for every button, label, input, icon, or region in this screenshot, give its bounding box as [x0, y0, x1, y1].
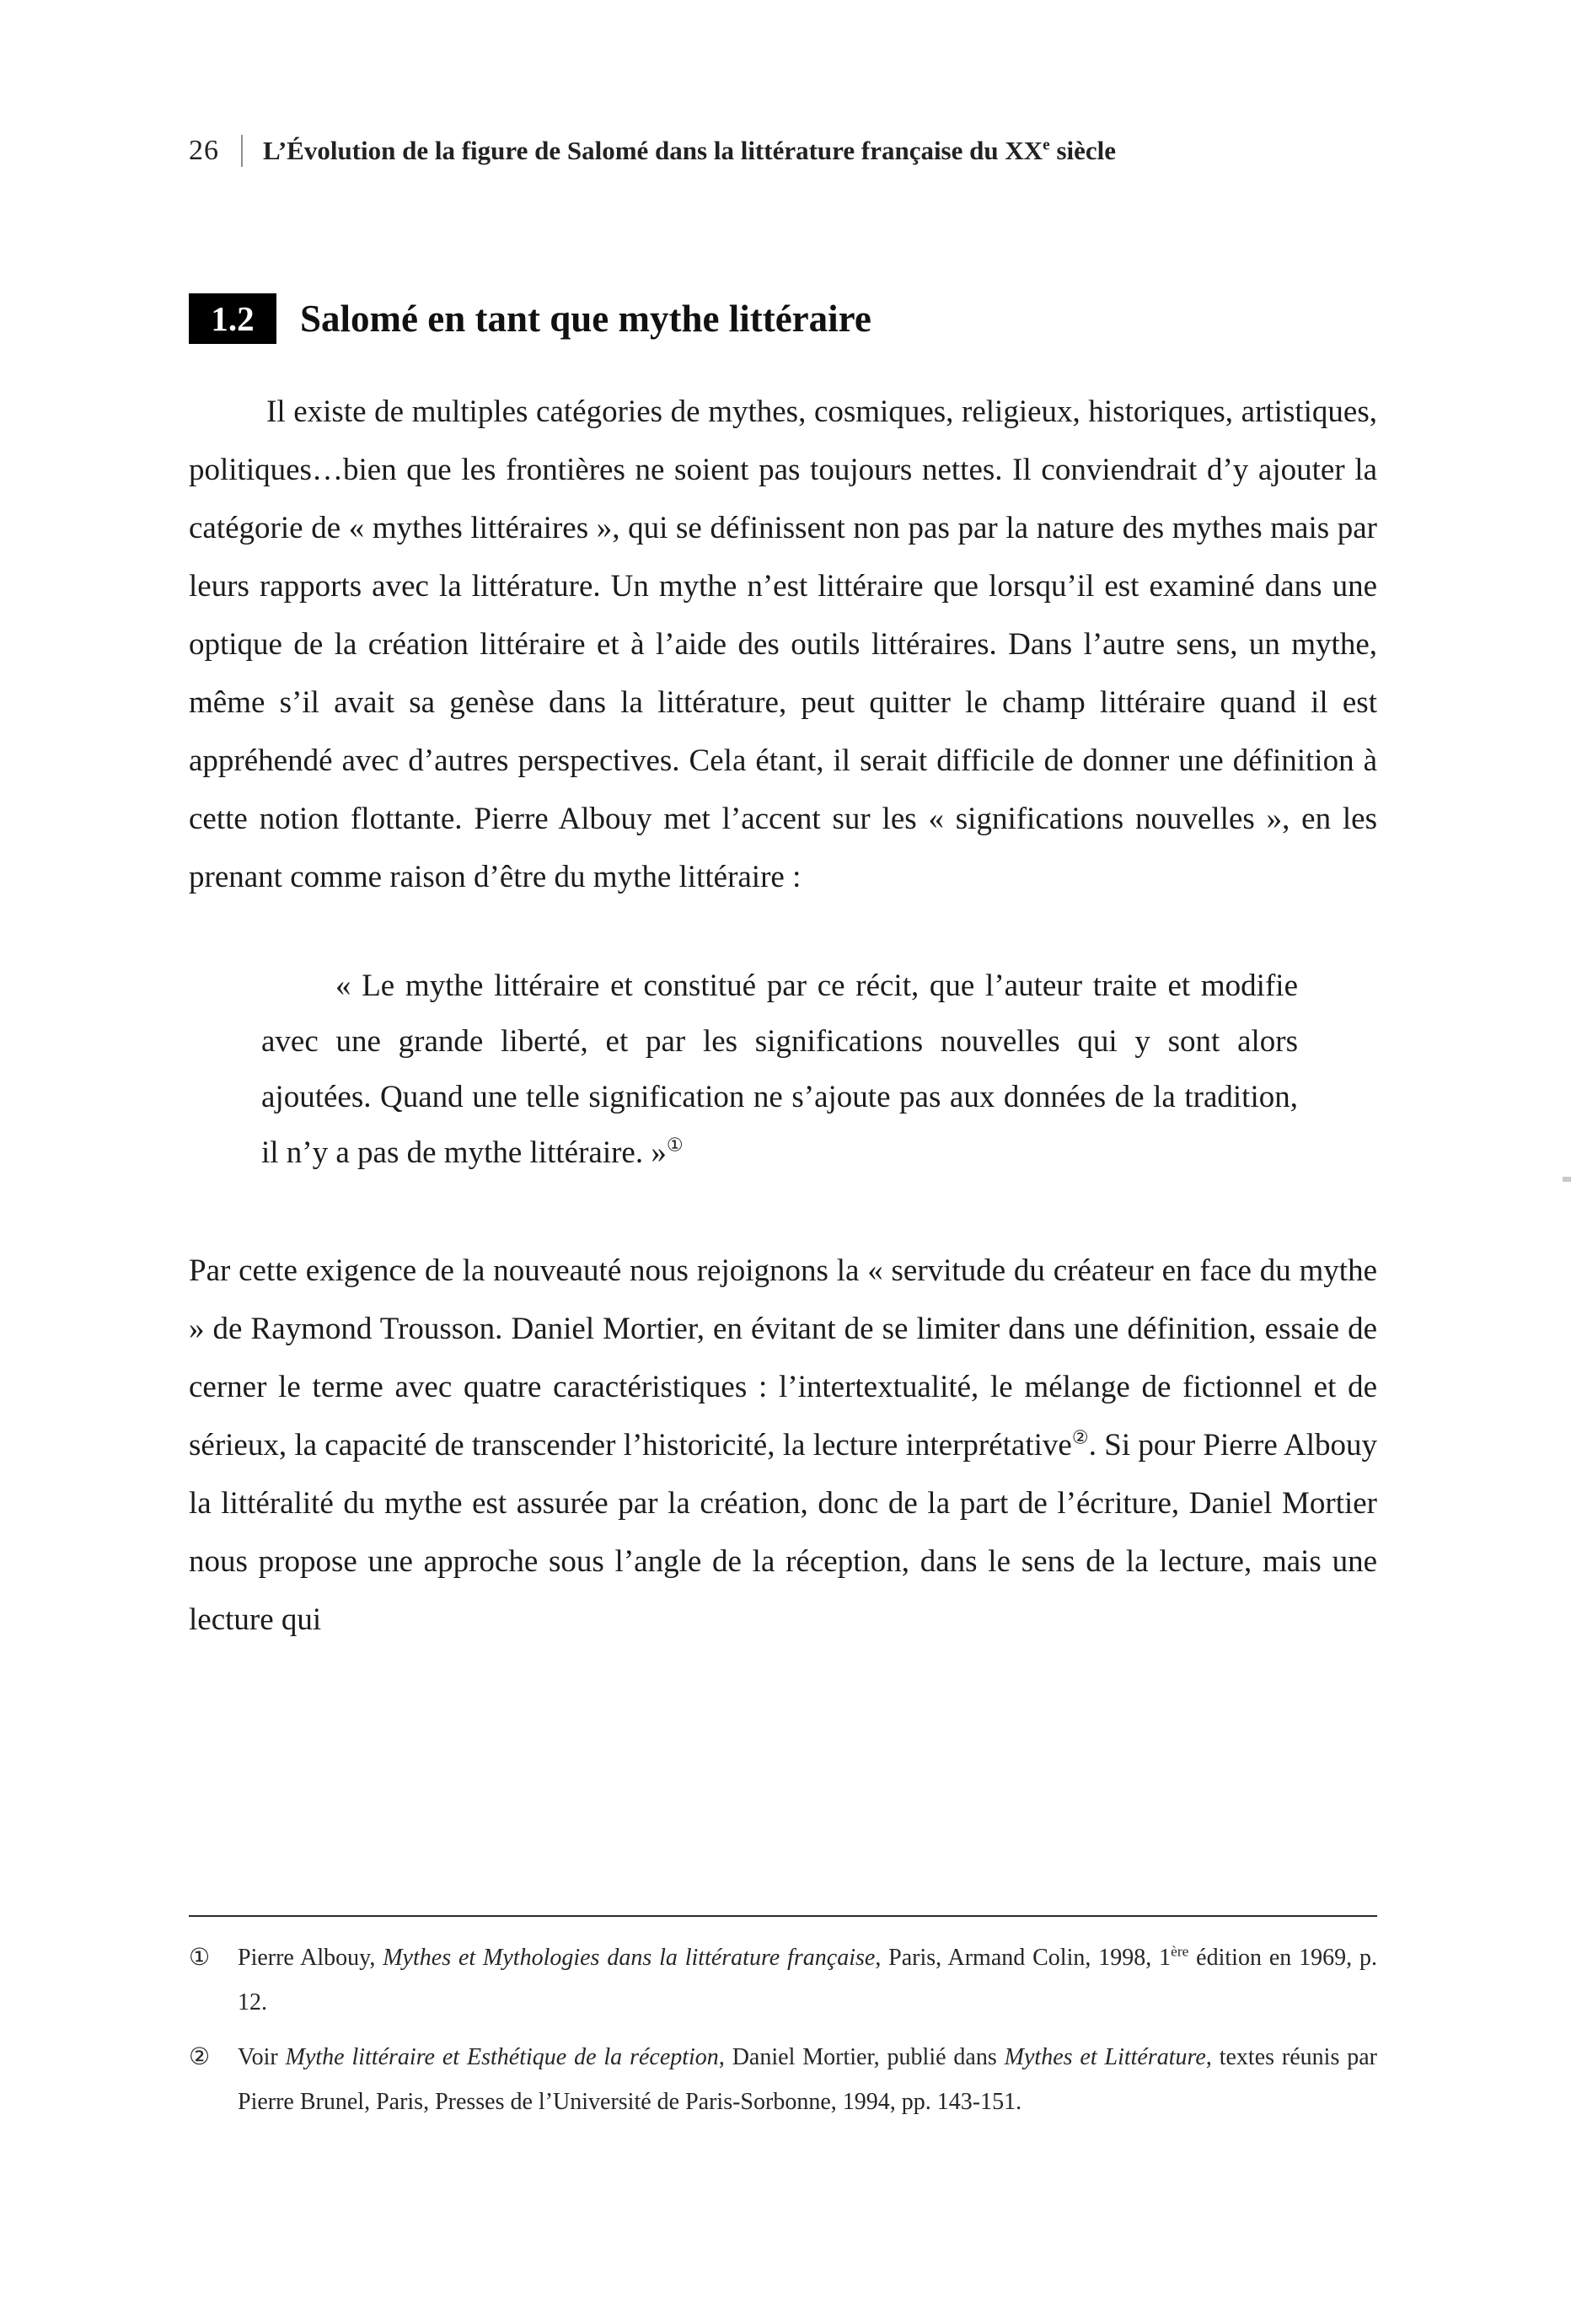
footnote-1-marker: ①	[189, 1945, 211, 1971]
block-quote: « Le mythe littéraire et constitué par ce récit, que l’auteur traite et modifie avec une grande liberté, et par les significations nouvelles qui y sont alors ajoutées. Quand une telle signification ne s’ajoute pas aux données de la tradition, il n’y a pas de mythe littéraire. »①	[261, 969, 1298, 1170]
page-number: 26	[189, 135, 219, 166]
footnote-2-marker: ②	[189, 2044, 211, 2070]
footnote-2	[189, 2035, 1377, 2124]
page-header	[189, 135, 1377, 167]
section-number-badge: 1.2	[189, 293, 276, 344]
footnote-1-text: Pierre Albouy, Mythes et Mythologies dans la littérature française, Paris, Armand Colin, 1998, 1ère édition en 1969, p. 12.	[238, 1943, 1377, 2015]
footnote-2-text: Voir Mythe littéraire et Esthétique de la réception, Daniel Mortier, publié dans Mythes et Littérature, textes réunis par Pierre Brunel, Paris, Presses de l’Université de Paris-Sorbonne, 1994, pp. 143-151.	[238, 2044, 1377, 2115]
paragraph-1: Il existe de multiples catégories de mythes, cosmiques, religieux, historiques, artistiques, politiques…bien que les frontières ne soient pas toujours nettes. Il conviendrait d’y ajouter la catégorie de « mythes littéraires », qui se définissent non pas par la nature des mythes mais par leurs rapports avec la littérature. Un mythe n’est littéraire que lorsqu’il est examiné dans une optique de la création littéraire et à l’aide des outils littéraires. Dans l’autre sens, un mythe, même s’il avait sa genèse dans la littérature, peut quitter le champ littéraire quand il est appréhendé avec d’autres perspectives. Cela étant, il serait difficile de donner une définition à cette notion flottante. Pierre Albouy met l’accent sur les « significations nouvelles », en les prenant comme raison d’être du mythe littéraire :	[189, 394, 1377, 894]
footnote-1	[189, 1935, 1377, 2025]
header-divider	[241, 135, 243, 167]
scan-artifact	[1563, 1177, 1571, 1182]
running-title: L’Évolution de la figure de Salomé dans la littérature française du XXe siècle	[263, 136, 1117, 165]
footnote-separator	[189, 1915, 1377, 1917]
section-title: Salomé en tant que mythe littéraire	[300, 298, 871, 340]
paragraph-2: Par cette exigence de la nouveauté nous rejoignons la « servitude du créateur en face du mythe » de Raymond Trousson. Daniel Mortier, en évitant de se limiter dans une définition, essaie de cerner le terme avec quatre caractéristiques : l’intertextualité, le mélange de fictionnel et de sérieux, la capacité de transcender l’historicité, la lecture interprétative②. Si pour Pierre Albouy la littéralité du mythe est assurée par la création, donc de la part de l’écriture, Daniel Mortier nous propose une approche sous l’angle de la réception, dans le sens de la lecture, mais une lecture qui	[189, 1253, 1377, 1637]
section-heading	[189, 293, 1377, 344]
footnote-area	[189, 1915, 1377, 2134]
